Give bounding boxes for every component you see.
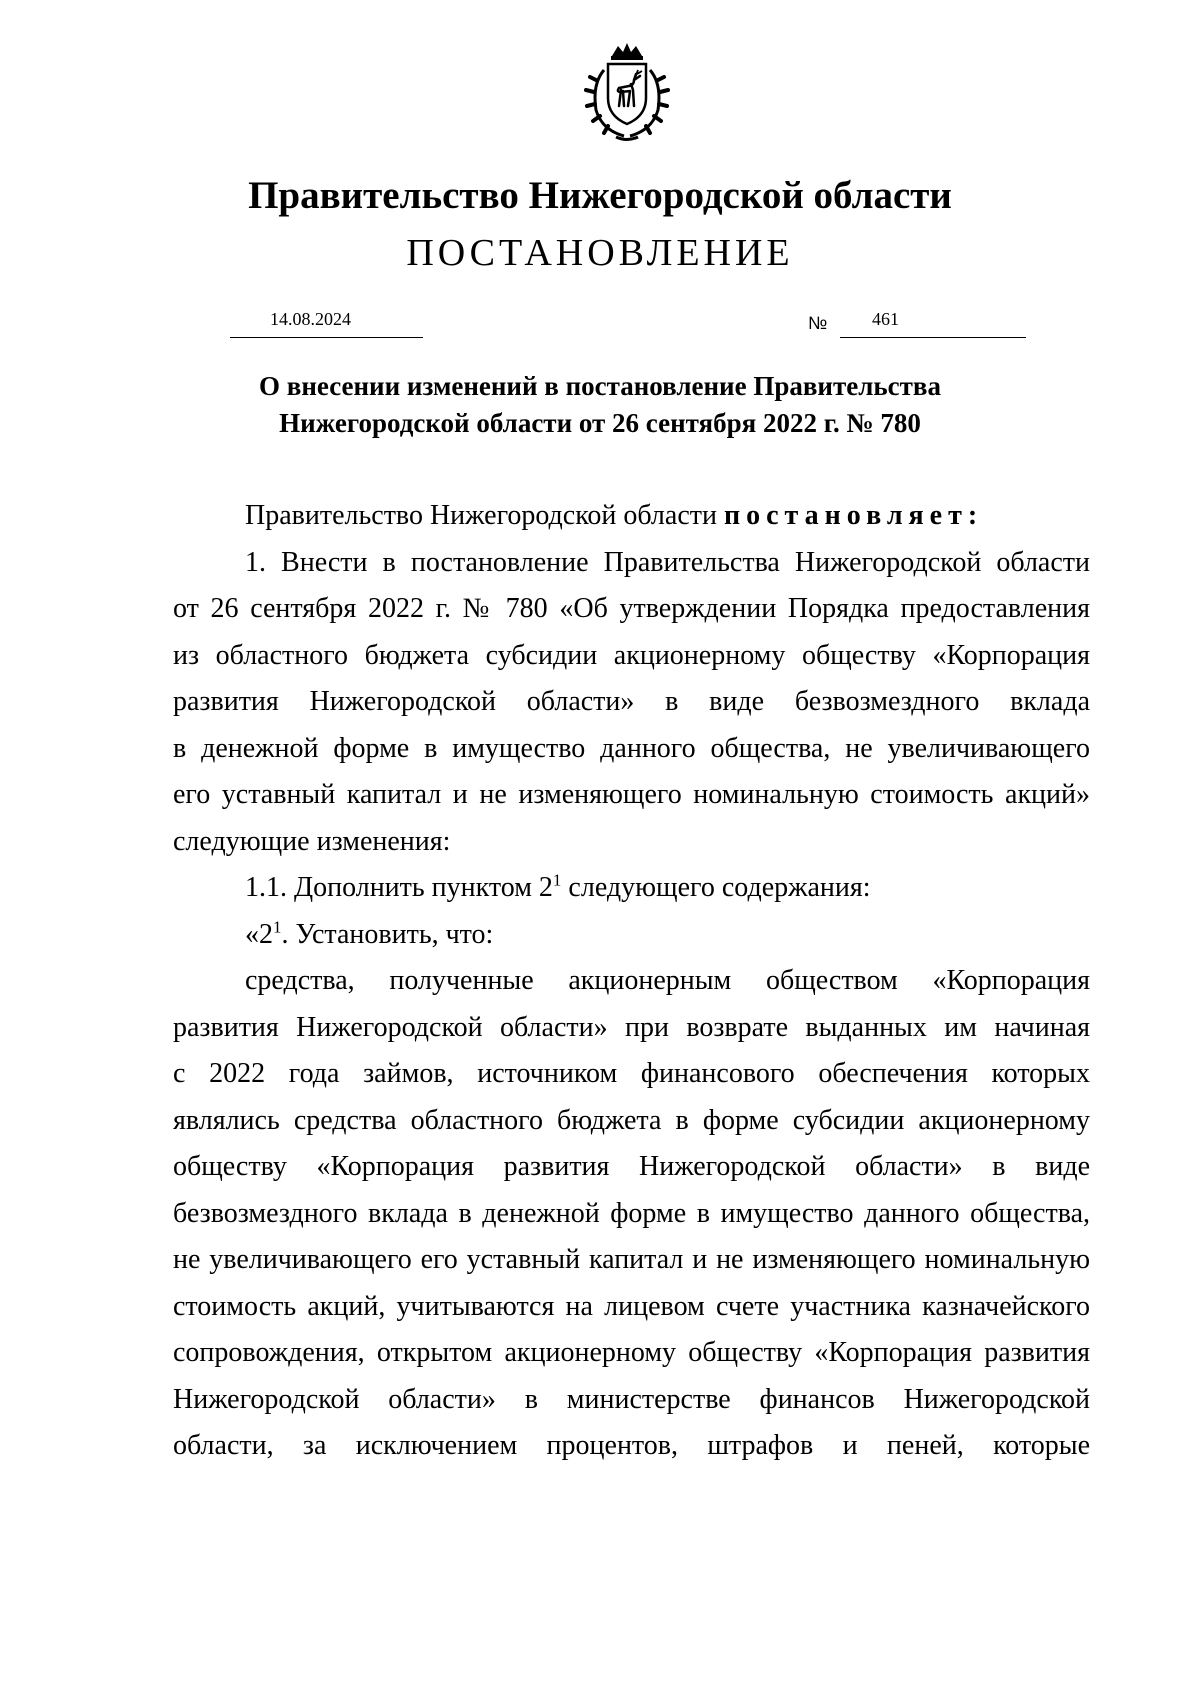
body-line: от 26 сентября 2022 г. № 780 «Об утверждении Порядка предоставления — [173, 593, 1090, 624]
body-line: развития Нижегородской области» в виде безвозмездного вклада — [173, 686, 1090, 717]
body-line: области, за исключением процентов, штрафов и пеней, которые — [173, 1430, 1090, 1461]
body-line: его уставный капитал и не изменяющего номинальную стоимость акций» — [173, 779, 1090, 810]
document-subject — [0, 368, 1200, 442]
document-body — [173, 493, 1090, 1470]
amendment-prefix: 1.1. Дополнить пунктом 2 — [245, 872, 553, 903]
superscript: 1 — [552, 870, 562, 890]
body-line: с 2022 года займов, источником финансового обеспечения которых — [173, 1058, 1090, 1089]
quote-paragraph — [173, 912, 1090, 959]
body-line: являлись средства областного бюджета в форме субсидии акционерному — [173, 1104, 1090, 1136]
document-type: ПОСТАНОВЛЕНИЕ — [406, 232, 794, 274]
body-line: развития Нижегородской области» при возврате выданных им начиная — [173, 1011, 1090, 1043]
quote-prefix: «2 — [245, 918, 273, 950]
number-field — [840, 309, 1026, 338]
amendment-suffix: следующего содержания: — [561, 872, 871, 903]
amendment-paragraph — [173, 865, 1090, 912]
body-line: обществу «Корпорация развития Нижегородской области» в виде — [173, 1151, 1090, 1182]
body-line: сопровождения, открытом акционерному обществу «Корпорация развития — [173, 1337, 1090, 1368]
body-line: средства, полученные акционерным обществом «Корпорация — [245, 965, 1090, 996]
intro-verb: постановляет: — [723, 500, 984, 531]
document-number: 461 — [872, 309, 899, 329]
body-line: из областного бюджета субсидии акционерному обществу «Корпорация — [173, 639, 1090, 671]
coat-of-arms-icon — [574, 40, 680, 146]
intro-prefix: Правительство Нижегородской области — [245, 500, 717, 531]
body-line: в денежной форме в имущество данного общества, не увеличивающего — [173, 732, 1090, 764]
quote-suffix: . Установить, что: — [281, 918, 494, 950]
body-line: следующие изменения: — [173, 825, 451, 857]
body-line: не увеличивающего его уставный капитал и не изменяющего номинальную — [173, 1244, 1090, 1275]
document-date: 14.08.2024 — [270, 309, 351, 329]
body-line: безвозмездного вклада в денежной форме в имущество данного общества, — [173, 1197, 1090, 1229]
number-sign: № — [808, 313, 828, 333]
superscript: 1 — [273, 917, 282, 937]
government-title: Правительство Нижегородской области — [248, 174, 952, 217]
body-line: 1. Внести в постановление Правительства Нижегородской области — [245, 546, 1090, 578]
subject-line: Нижегородской области от 26 сентября 2022 г. № 780 — [279, 408, 921, 438]
body-line: стоимость акций, учитываются на лицевом счете участника казначейского — [173, 1290, 1090, 1322]
date-field — [230, 309, 423, 338]
body-line: Нижегородской области» в министерстве финансов Нижегородской — [173, 1383, 1090, 1415]
intro-paragraph — [173, 493, 1090, 540]
subject-line: О внесении изменений в постановление Правительства — [259, 371, 941, 401]
